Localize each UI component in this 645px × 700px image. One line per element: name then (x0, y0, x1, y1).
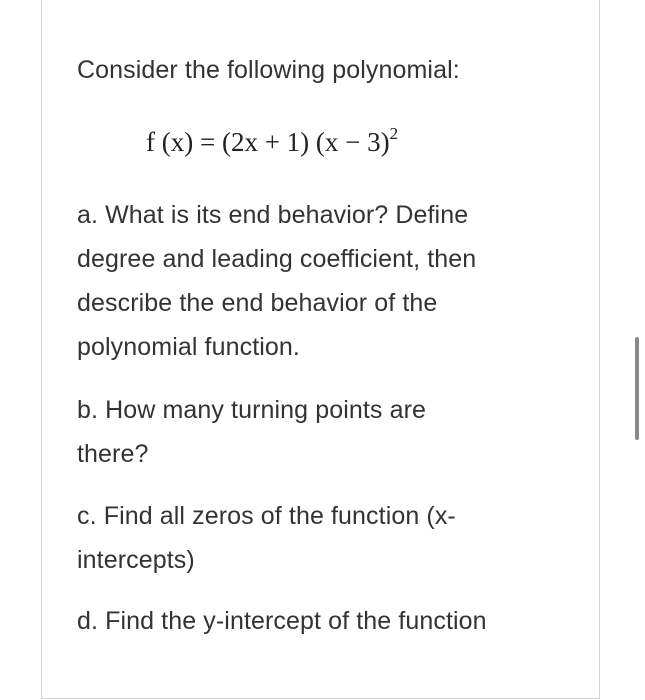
formula-exponent: 2 (389, 124, 399, 143)
question-c-line: intercepts) (77, 546, 195, 574)
vertical-scrollbar[interactable] (635, 337, 639, 440)
question-d-line: d. Find the y-intercept of the function (77, 607, 487, 635)
question-a-line: degree and leading coefficient, then (77, 245, 477, 273)
question-a (77, 193, 476, 369)
formula-factor-2: (x − 3) (315, 127, 390, 157)
polynomial-formula (146, 120, 398, 164)
question-a-line: describe the end behavior of the (77, 289, 438, 317)
formula-lhs: f (x) = (146, 127, 222, 157)
question-b-line: there? (77, 440, 149, 468)
question-c-line: c. Find all zeros of the function (x- (77, 502, 456, 530)
formula-factor-1: (2x + 1) (221, 127, 316, 157)
question-b-line: b. How many turning points are (77, 396, 427, 424)
question-a-line: polynomial function. (77, 333, 300, 361)
question-d (77, 599, 487, 643)
question-c (77, 494, 456, 582)
question-b (77, 388, 426, 476)
intro-text: Consider the following polynomial: (77, 56, 460, 84)
question-a-line: a. What is its end behavior? Define (77, 201, 469, 229)
